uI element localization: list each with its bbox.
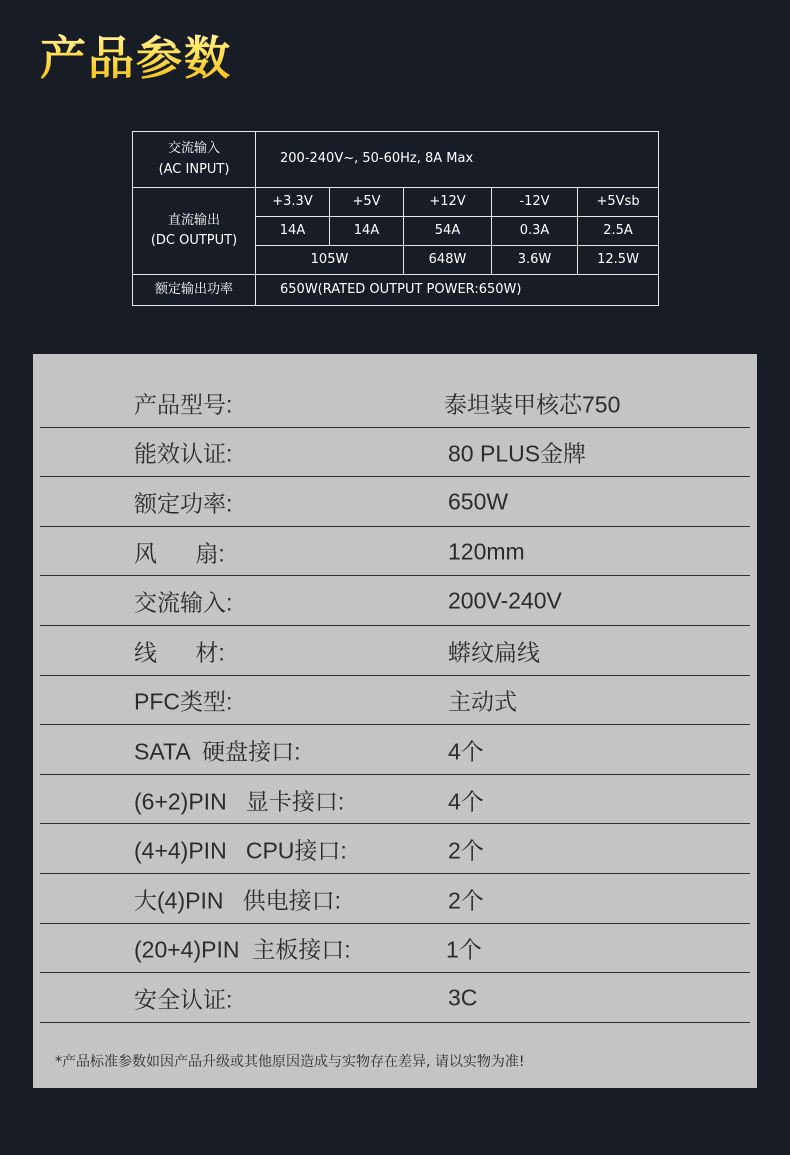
param-row — [40, 875, 750, 924]
param-row — [40, 528, 750, 577]
param-row — [40, 577, 750, 626]
param-value: 4个 — [448, 738, 484, 765]
param-value: 2个 — [448, 887, 484, 914]
spec-table — [132, 131, 659, 306]
rail-current: 14A — [330, 217, 404, 246]
dc-output-label-zh: 直流输出 — [167, 212, 220, 228]
param-value: 1个 — [446, 936, 482, 963]
param-value: 泰坦装甲核芯750 — [444, 391, 621, 418]
rail-voltage: +5Vsb — [578, 188, 659, 217]
rail-current: 14A — [256, 217, 330, 246]
param-row — [40, 726, 750, 775]
ac-input-value: 200-240V~, 50-60Hz, 8A Max — [256, 132, 659, 188]
param-value: 120mm — [448, 538, 525, 565]
rail-current: 2.5A — [578, 217, 659, 246]
rail-power: 648W — [404, 246, 492, 275]
rail-voltage: +5V — [330, 188, 404, 217]
rail-voltage: +12V — [404, 188, 492, 217]
rail-power: 105W — [256, 246, 404, 275]
param-value: 200V-240V — [448, 587, 562, 614]
ac-input-label — [133, 132, 256, 188]
param-key: 产品型号: — [134, 391, 233, 418]
param-row — [40, 677, 750, 726]
dc-output-label — [133, 188, 256, 275]
param-value: 650W — [448, 488, 509, 515]
param-value: 4个 — [448, 788, 484, 815]
param-key: 交流输入: — [134, 589, 233, 616]
rated-output-label: 额定输出功率 — [133, 275, 256, 306]
params-panel — [33, 354, 757, 1088]
param-key: SATA 硬盘接口: — [134, 738, 301, 765]
dc-output-label-en: (DC OUTPUT) — [150, 233, 238, 248]
param-value: 蟒纹扁线 — [448, 639, 540, 666]
param-row — [40, 627, 750, 676]
footnote: *产品标准参数如因产品升级或其他原因造成与实物存在差异, 请以实物为准! — [55, 1054, 525, 1070]
param-key: 风 扇: — [134, 540, 225, 567]
param-key: (4+4)PIN CPU接口: — [134, 837, 347, 864]
param-row — [40, 974, 750, 1023]
param-row — [40, 379, 750, 428]
param-key: (20+4)PIN 主板接口: — [134, 936, 351, 963]
param-value: 2个 — [448, 837, 484, 864]
param-key: 安全认证: — [134, 986, 233, 1013]
param-key: 线 材: — [134, 639, 225, 666]
rated-output-value: 650W(RATED OUTPUT POWER:650W) — [256, 275, 659, 306]
ac-input-label-en: (AC INPUT) — [158, 161, 230, 177]
rail-current: 0.3A — [492, 217, 578, 246]
rail-power: 3.6W — [492, 246, 578, 275]
rail-current: 54A — [404, 217, 492, 246]
rail-power: 12.5W — [578, 246, 659, 275]
rail-voltage: +3.3V — [256, 188, 330, 217]
rail-voltage: -12V — [492, 188, 578, 217]
param-key: 能效认证: — [134, 440, 233, 467]
param-key: (6+2)PIN 显卡接口: — [134, 788, 345, 815]
page-title: 产品参数 — [40, 22, 232, 88]
param-row — [40, 478, 750, 527]
ac-input-label-zh: 交流输入 — [167, 141, 220, 157]
param-value: 主动式 — [448, 688, 517, 715]
param-value: 80 PLUS金牌 — [448, 440, 587, 467]
param-row — [40, 825, 750, 874]
param-row — [40, 776, 750, 825]
param-value: 3C — [448, 984, 478, 1011]
param-row — [40, 429, 750, 478]
param-key: 额定功率: — [134, 490, 233, 517]
param-key: 大(4)PIN 供电接口: — [134, 887, 342, 914]
param-row — [40, 925, 750, 974]
param-key: PFC类型: — [134, 688, 233, 715]
